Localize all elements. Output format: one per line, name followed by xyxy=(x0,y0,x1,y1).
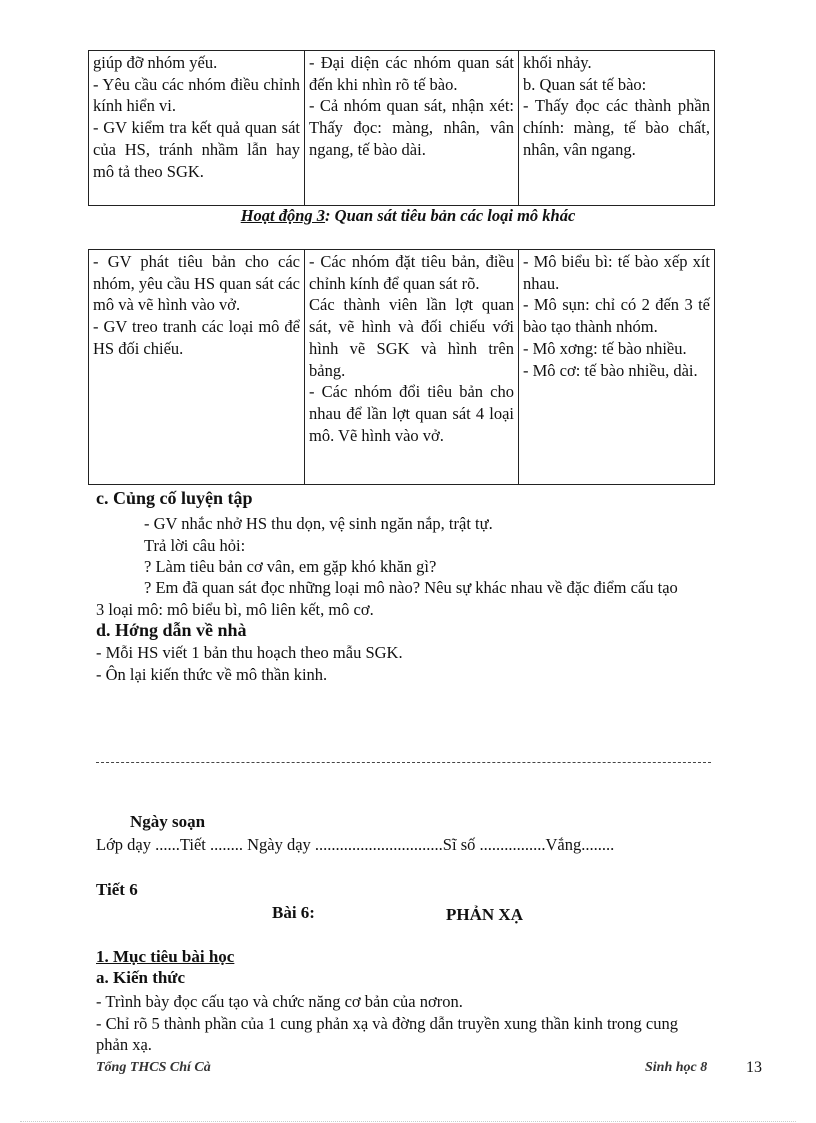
text-line: - GV nhắc nhở HS thu dọn, vệ sinh ngăn nắp, trật tự. xyxy=(144,514,493,533)
teacher-activity-cell xyxy=(89,51,305,206)
cell-line: - Cả nhóm quan sát, nhận xét: Thấy đọc: màng, nhân, vân ngang, tế bào dài. xyxy=(309,96,514,159)
cell-line: khối nhảy. xyxy=(523,53,592,72)
table-row xyxy=(89,51,715,206)
period-label: Tiết 6 xyxy=(96,880,138,899)
section-d-heading: d. Hớng dẫn về nhà xyxy=(96,620,247,640)
footer-subject: Sinh học 8 xyxy=(645,1060,708,1075)
cell-line: - GV treo tranh các loại mô để HS đối chiếu. xyxy=(93,317,300,358)
text-line: 3 loại mô: mô biểu bì, mô liên kết, mô cơ. xyxy=(96,600,374,619)
text-line: - Ôn lại kiến thức về mô thần kinh. xyxy=(96,665,328,684)
ngay-soan-label: Ngày soạn xyxy=(130,812,206,831)
cell-line: - Mô xơng: tế bào nhiều. xyxy=(523,338,687,358)
text-line: ? Làm tiêu bản cơ vân, em gặp khó khăn gì? xyxy=(144,557,437,576)
cell-line: giúp đỡ nhóm yếu. xyxy=(93,53,218,72)
page-bottom-border xyxy=(20,1121,796,1122)
cell-line: - Các nhóm đặt tiêu bản, điều chỉnh kính để quan sát rõ. xyxy=(309,252,514,293)
cell-line: - Mô sụn: chỉ có 2 đến 3 tế bào tạo thành nhóm. xyxy=(523,295,710,337)
text-line: phản xạ. xyxy=(96,1035,152,1054)
student-activity-cell xyxy=(305,250,519,485)
knowledge-heading: a. Kiến thức xyxy=(96,968,186,987)
lesson-number: Bài 6: xyxy=(272,903,315,922)
footer-school: Tổng THCS Chí Cà xyxy=(96,1060,211,1075)
lesson-title: PHẢN XẠ xyxy=(446,905,523,924)
cell-line: - Yêu cầu các nhóm điều chỉnh kính hiển vi. xyxy=(93,74,300,116)
activity-3-title xyxy=(0,206,816,226)
text-line: ? Em đã quan sát đọc những loại mô nào? Nêu sự khác nhau về đặc điểm cấu tạo xyxy=(144,578,678,597)
content-cell xyxy=(519,250,715,485)
section-divider xyxy=(96,762,711,763)
objectives-heading: 1. Mục tiêu bài học xyxy=(96,947,235,966)
text-line: - Chỉ rõ 5 thành phần của 1 cung phản xạ và đờng dẫn truyền xung thần kinh trong cung xyxy=(96,1014,678,1033)
table-activity-3 xyxy=(88,249,715,485)
cell-line: - Đại diện các nhóm quan sát đến khi nhìn rõ tế bào. xyxy=(309,53,514,94)
cell-line: - Thấy đọc các thành phần chính: màng, tế bào chất, nhân, vân ngang. xyxy=(523,96,710,159)
table-activity-2 xyxy=(88,50,715,206)
cell-line: - Mô cơ: tế bào nhiều, dài. xyxy=(523,360,698,380)
text-line: Trả lời câu hỏi: xyxy=(144,536,246,555)
table-row xyxy=(89,250,715,485)
class-info-line: Lớp dạy ......Tiết ........ Ngày dạy ...............................Sĩ số ................Vắng........ xyxy=(96,835,615,854)
cell-line: b. Quan sát tế bào: xyxy=(523,74,647,94)
text-line: - Mỗi HS viết 1 bản thu hoạch theo mẫu SGK. xyxy=(96,643,403,662)
cell-line: Các thành viên lần lợt quan sát, vẽ hình và đối chiếu với hình vẽ SGK và hình trên bảng. xyxy=(309,295,514,380)
cell-line: - GV phát tiêu bản cho các nhóm, yêu cầu HS quan sát các mô và vẽ hình vào vở. xyxy=(93,252,300,315)
teacher-activity-cell xyxy=(89,250,305,485)
student-activity-cell xyxy=(305,51,519,206)
activity-3-text: : Quan sát tiêu bản các loại mô khác xyxy=(325,206,576,225)
activity-3-label: Hoạt động 3 xyxy=(240,206,326,225)
cell-line: - Mô biểu bì: tế bào xếp xít nhau. xyxy=(523,252,710,293)
cell-line: - GV kiểm tra kết quả quan sát của HS, tránh nhầm lẫn hay mô tả theo SGK. xyxy=(93,118,300,181)
section-c-heading: c. Củng cố luyện tập xyxy=(96,488,253,508)
text-line: - Trình bày đọc cấu tạo và chức năng cơ bản của nơron. xyxy=(96,992,463,1011)
content-cell xyxy=(519,51,715,206)
cell-line: - Các nhóm đổi tiêu bản cho nhau để lần lợt quan sát 4 loại mô. Vẽ hình vào vở. xyxy=(309,382,514,445)
page-number: 13 xyxy=(746,1059,762,1076)
